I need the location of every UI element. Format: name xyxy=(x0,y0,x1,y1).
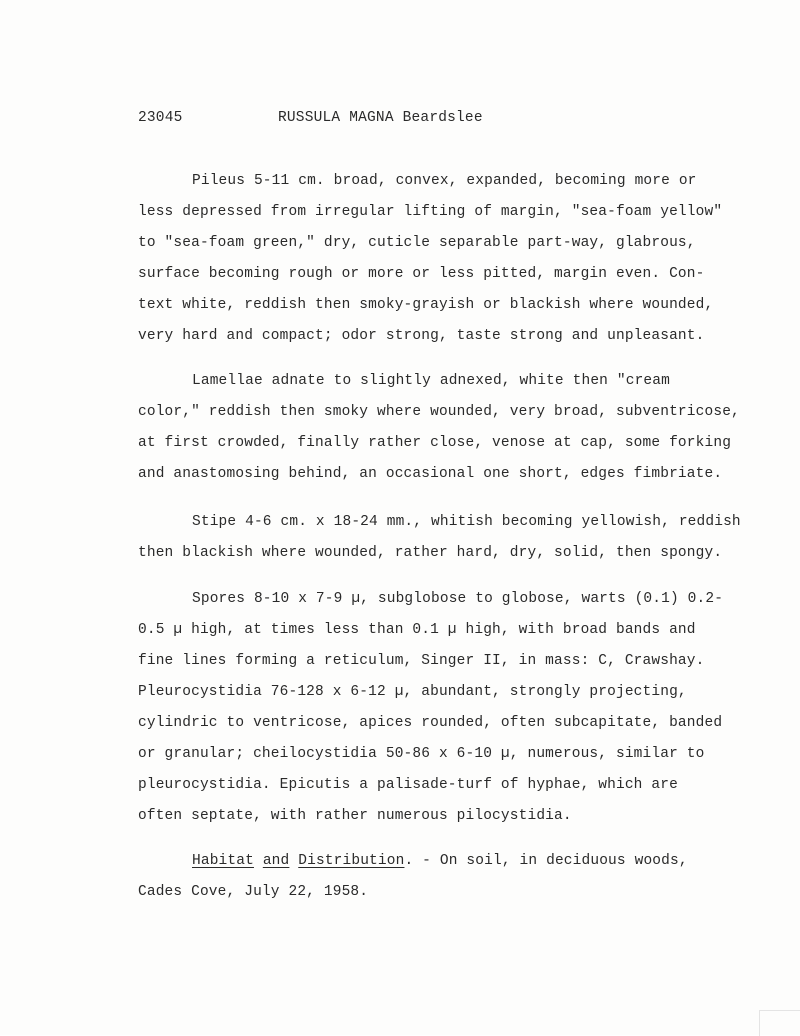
lamellae-paragraph xyxy=(138,366,788,490)
text-line: and anastomosing behind, an occasional one short, edges fimbriate. xyxy=(138,466,723,482)
accession-number: 23045 xyxy=(138,110,183,126)
habitat-heading-word: and xyxy=(262,853,290,869)
habitat-heading-word: Habitat xyxy=(192,853,254,869)
text-line: then blackish where wounded, rather hard, dry, solid, then spongy. xyxy=(138,545,723,561)
text-line: Stipe 4-6 cm. x 18-24 mm., whitish becoming yellowish, reddish xyxy=(192,514,741,530)
text-line: fine lines forming a reticulum, Singer II, in mass: C, Crawshay. xyxy=(138,653,705,669)
text-line: pleurocystidia. Epicutis a palisade-turf of hyphae, which are xyxy=(138,777,678,793)
scan-edge-artifact xyxy=(759,1010,800,1036)
habitat-heading-word: Distribution xyxy=(298,853,405,869)
text-line: color," reddish then smoky where wounded, very broad, subventricose, xyxy=(138,404,740,420)
text-line: very hard and compact; odor strong, taste strong and unpleasant. xyxy=(138,328,705,344)
text-line: text white, reddish then smoky-grayish or blackish where wounded, xyxy=(138,297,714,313)
text-line xyxy=(138,846,788,877)
stipe-paragraph xyxy=(138,507,788,569)
text-line: surface becoming rough or more or less pitted, margin even. Con- xyxy=(138,266,705,282)
pileus-paragraph xyxy=(138,166,788,352)
text-line: less depressed from irregular lifting of margin, "sea-foam yellow" xyxy=(138,204,723,220)
habitat-text: . - On soil, in deciduous woods, xyxy=(404,853,688,869)
text-line: or granular; cheilocystidia 50-86 x 6-10 µ, numerous, similar to xyxy=(138,746,705,762)
text-line: Cades Cove, July 22, 1958. xyxy=(138,884,369,900)
text-line: Pleurocystidia 76-128 x 6-12 µ, abundant, strongly projecting, xyxy=(138,684,687,700)
text-line: often septate, with rather numerous pilocystidia. xyxy=(138,808,572,824)
text-line: to "sea-foam green," dry, cuticle separable part-way, glabrous, xyxy=(138,235,696,251)
habitat-paragraph xyxy=(138,846,788,908)
text-line: Lamellae adnate to slightly adnexed, white then "cream xyxy=(192,373,670,389)
text-line: Pileus 5-11 cm. broad, convex, expanded, becoming more or xyxy=(192,173,697,189)
text-line: Spores 8-10 x 7-9 µ, subglobose to globose, warts (0.1) 0.2- xyxy=(192,591,724,607)
species-title: RUSSULA MAGNA Beardslee xyxy=(278,110,483,126)
document-header xyxy=(138,110,758,126)
text-line: at first crowded, finally rather close, venose at cap, some forking xyxy=(138,435,732,451)
spores-paragraph xyxy=(138,584,788,832)
text-line: 0.5 µ high, at times less than 0.1 µ high, with broad bands and xyxy=(138,622,696,638)
text-line: cylindric to ventricose, apices rounded, often subcapitate, banded xyxy=(138,715,723,731)
